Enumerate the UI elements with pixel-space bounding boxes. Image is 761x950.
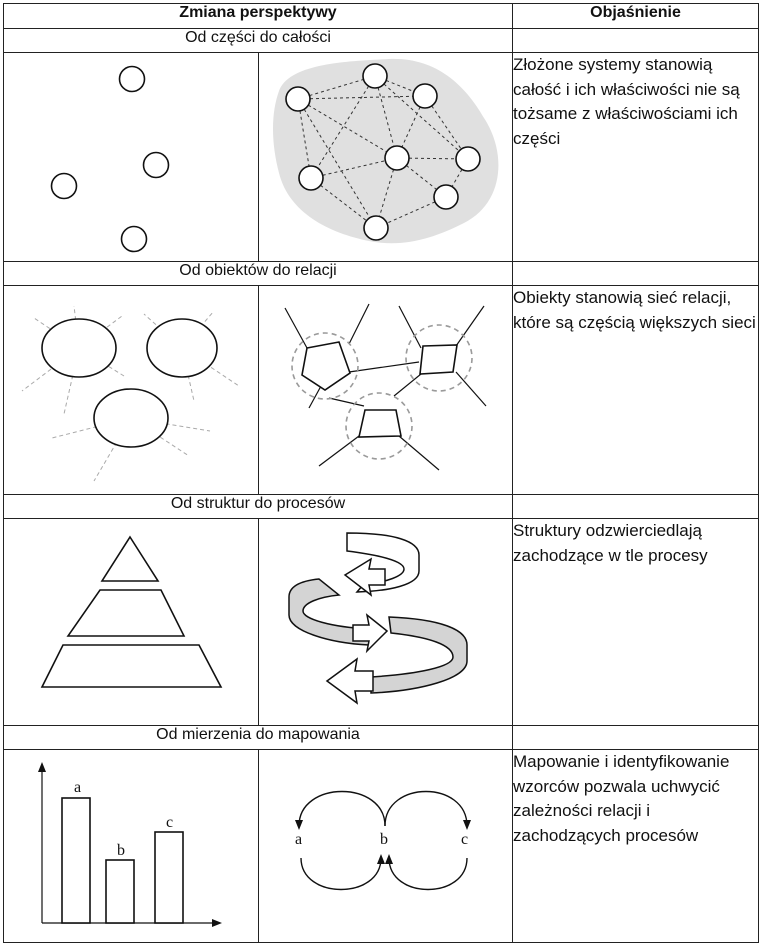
empty-cell [513, 29, 759, 53]
arrowhead-c [463, 820, 471, 830]
measuring-diagram-cell [4, 750, 259, 943]
trapezoid-object [359, 410, 401, 437]
mapping-relations-diagram [259, 750, 513, 942]
arrowhead-b-right [385, 854, 393, 864]
relations-diagram-cell [259, 286, 513, 495]
bar-label-a: a [74, 779, 82, 796]
mapping-diagram-cell [259, 750, 513, 943]
section-row-1 [4, 29, 759, 53]
pyramid-bottom [42, 645, 221, 687]
node [413, 84, 437, 108]
relation-arc-cb [389, 858, 467, 890]
content-row-1 [4, 53, 759, 262]
arrowhead-a [295, 820, 303, 830]
node [385, 146, 409, 170]
objects-diagram-cell [4, 286, 259, 495]
pyramid-top [102, 537, 158, 581]
spiral-band-bottom [371, 617, 467, 693]
node-label-c: c [461, 831, 469, 848]
node [52, 174, 77, 199]
node [299, 166, 323, 190]
relation-arc-ba [301, 858, 381, 890]
relation-arc-ab [299, 792, 385, 827]
node-label-a: a [295, 831, 303, 848]
empty-cell [513, 726, 759, 750]
process-arrow-bottom [327, 659, 373, 703]
explanation-1: Złożone systemy stanowią całość i ich właściwości nie są tożsame z właściwościami ich części [513, 53, 759, 262]
header-row [4, 4, 759, 29]
pyramid-diagram [4, 519, 259, 725]
section-title: Od części do całości [4, 29, 513, 53]
process-spiral-diagram [259, 519, 513, 725]
bar-b [106, 860, 134, 923]
perspective-table [3, 3, 759, 943]
section-row-2 [4, 262, 759, 286]
header-perspective: Zmiana perspektywy [4, 4, 513, 29]
parts-diagram-cell [4, 53, 259, 262]
node [122, 227, 147, 252]
node [363, 64, 387, 88]
arrowhead-b-left [377, 854, 385, 864]
node [456, 147, 480, 171]
node-label-b: b [380, 831, 388, 848]
explanation-2: Obiekty stanowią sieć relacji, które są częścią większych sieci [513, 286, 759, 495]
connected-whole-diagram [259, 53, 513, 261]
explanation-4: Mapowanie i identyfikowanie wzorców pozwala uchwycić zależności relacji i zachodzących procesów [513, 750, 759, 943]
explanation-3: Struktury odzwierciedlają zachodzące w tle procesy [513, 519, 759, 726]
structure-diagram-cell [4, 519, 259, 726]
object [147, 319, 217, 377]
process-diagram-cell [259, 519, 513, 726]
object [42, 319, 116, 377]
bar-label-b: b [117, 842, 125, 859]
node [286, 87, 310, 111]
node [364, 216, 388, 240]
section-title: Od obiektów do relacji [4, 262, 513, 286]
object [94, 389, 168, 447]
node [120, 67, 145, 92]
content-row-4 [4, 750, 759, 943]
bar-a [62, 798, 90, 923]
relations-network-diagram [259, 286, 513, 494]
separate-parts-diagram [4, 53, 259, 261]
pyramid-middle [68, 590, 184, 636]
section-row-3 [4, 495, 759, 519]
content-row-2 [4, 286, 759, 495]
x-axis-arrow [212, 919, 222, 927]
header-explanation: Objaśnienie [513, 4, 759, 29]
y-axis-arrow [38, 762, 46, 772]
node [144, 153, 169, 178]
section-row-4 [4, 726, 759, 750]
content-row-3 [4, 519, 759, 726]
bar-measure-diagram [4, 750, 259, 942]
whole-diagram-cell [259, 53, 513, 262]
empty-cell [513, 495, 759, 519]
empty-cell [513, 262, 759, 286]
square-object [420, 345, 457, 374]
bar-label-c: c [166, 814, 174, 831]
section-title: Od mierzenia do mapowania [4, 726, 513, 750]
section-title: Od struktur do procesów [4, 495, 513, 519]
node [434, 185, 458, 209]
objects-diagram [4, 286, 259, 494]
pentagon-object [302, 342, 350, 390]
relation-arc-bc [385, 792, 467, 827]
bar-c [155, 832, 183, 923]
process-arrow-right [353, 615, 387, 651]
